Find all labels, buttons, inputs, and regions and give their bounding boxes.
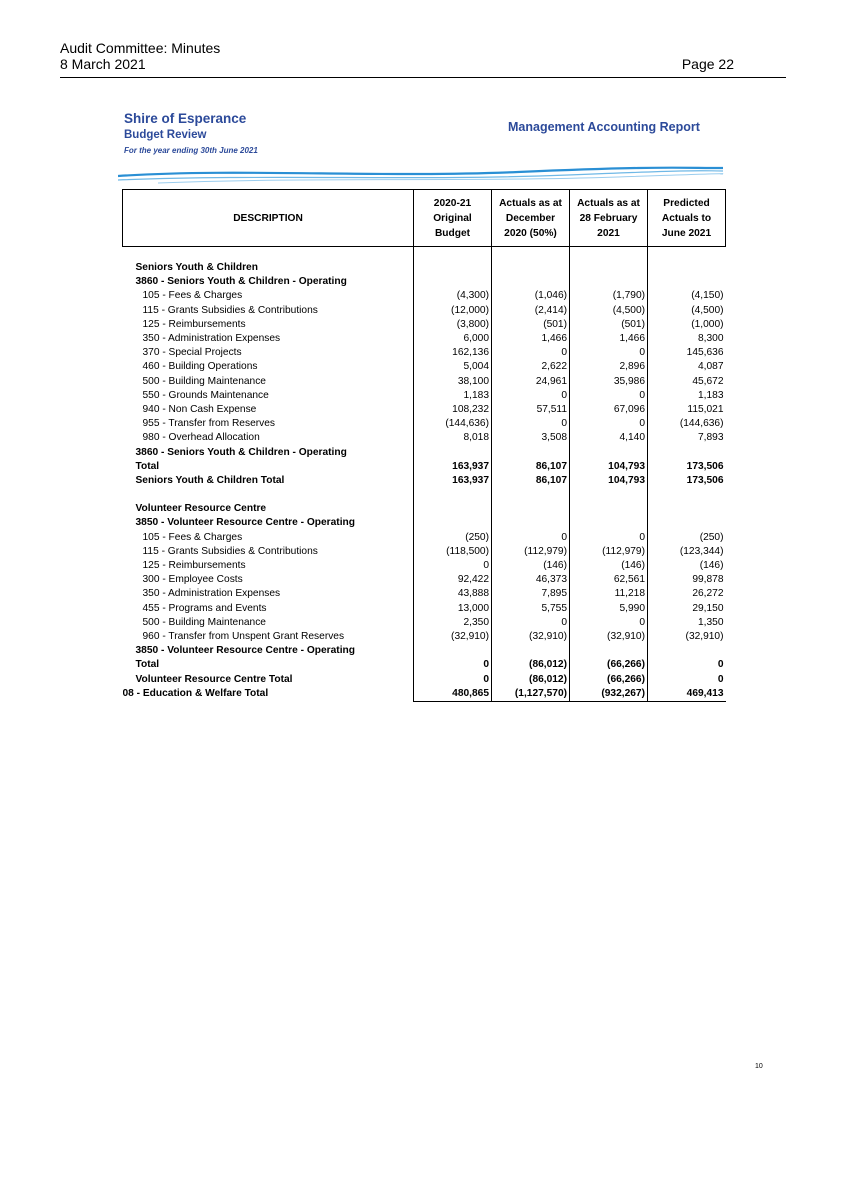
table-cell-value: 0 — [492, 389, 570, 403]
table-header-row — [123, 190, 726, 247]
table-cell-value: 173,506 — [648, 460, 726, 474]
row-label: 3860 - Seniors Youth & Children - Operating — [135, 446, 347, 458]
table-cell-value: 5,755 — [492, 602, 570, 616]
table-cell-value — [570, 261, 648, 275]
table-row — [123, 673, 726, 687]
column-header-predicted-actuals: Predicted Actuals to June 2021 — [648, 190, 726, 247]
table-cell-value: 0 — [492, 346, 570, 360]
table-cell-value: (32,910) — [648, 630, 726, 644]
table-cell-value: 13,000 — [414, 602, 492, 616]
table-cell-value: 62,561 — [570, 573, 648, 587]
table-row — [123, 516, 726, 530]
table-cell-value: 8,300 — [648, 332, 726, 346]
table-cell-value — [492, 502, 570, 516]
table-cell-value — [414, 644, 492, 658]
table-cell-value: (250) — [414, 531, 492, 545]
row-label: 115 - Grants Subsidies & Contributions — [142, 304, 318, 316]
table-cell-value: 145,636 — [648, 346, 726, 360]
table-cell-value: 45,672 — [648, 375, 726, 389]
budget-review-table — [122, 189, 726, 702]
table-cell-value: 0 — [414, 658, 492, 672]
table-cell-value: 108,232 — [414, 403, 492, 417]
table-cell-value: 2,350 — [414, 616, 492, 630]
footer-page-number: 10 — [755, 1063, 763, 1070]
row-label: 980 - Overhead Allocation — [142, 432, 260, 444]
table-cell-value: 0 — [414, 559, 492, 573]
table-cell-value: 2,896 — [570, 360, 648, 374]
table-cell-value: 163,937 — [414, 460, 492, 474]
table-cell-value: 7,893 — [648, 431, 726, 445]
header-wave-decoration — [118, 162, 728, 184]
table-cell-value: (4,500) — [570, 304, 648, 318]
table-cell-value: 57,511 — [492, 403, 570, 417]
table-cell-value: 46,373 — [492, 573, 570, 587]
table-row — [123, 389, 726, 403]
table-cell-value: 0 — [492, 616, 570, 630]
table-row — [123, 687, 726, 702]
table-row — [123, 531, 726, 545]
table-cell-value: (4,500) — [648, 304, 726, 318]
table-cell-value: (250) — [648, 531, 726, 545]
table-cell-value: 3,508 — [492, 431, 570, 445]
table-row — [123, 289, 726, 303]
table-row-subtotal — [123, 658, 726, 672]
table-cell-value — [492, 275, 570, 289]
table-cell-value — [492, 261, 570, 275]
table-cell-value: 104,793 — [570, 460, 648, 474]
table-cell-value: 0 — [414, 673, 492, 687]
table-spacer-row — [123, 488, 726, 502]
table-row — [123, 346, 726, 360]
table-cell-value: 469,413 — [648, 687, 726, 702]
table-row — [123, 304, 726, 318]
table-cell-value: 162,136 — [414, 346, 492, 360]
table-cell-value: 0 — [648, 658, 726, 672]
table-cell-value: 0 — [492, 417, 570, 431]
table-cell-value — [648, 446, 726, 460]
table-cell-value: (932,267) — [570, 687, 648, 702]
row-label: Total — [135, 659, 160, 671]
table-row-subtotal-label — [123, 446, 726, 460]
table-row — [123, 375, 726, 389]
table-cell-value — [414, 261, 492, 275]
row-label: Volunteer Resource Centre — [135, 503, 267, 515]
row-label: 115 - Grants Subsidies & Contributions — [142, 545, 318, 557]
column-header-actuals-february: Actuals as at 28 February 2021 — [570, 190, 648, 247]
table-cell-value: (1,127,570) — [492, 687, 570, 702]
table-cell-value: (32,910) — [414, 630, 492, 644]
row-label: 125 - Reimbursements — [142, 560, 246, 572]
table-cell-value: (66,266) — [570, 658, 648, 672]
table-cell-value — [492, 516, 570, 530]
row-label: 455 - Programs and Events — [142, 602, 267, 614]
table-cell-value: 0 — [570, 346, 648, 360]
row-label: 960 - Transfer from Unspent Grant Reserves — [142, 631, 345, 643]
table-cell-value: (66,266) — [570, 673, 648, 687]
row-label: Seniors Youth & Children — [135, 262, 258, 273]
row-label: 08 - Education & Welfare Total — [122, 688, 269, 700]
row-label: 3850 - Volunteer Resource Centre - Operating — [135, 517, 355, 529]
column-header-original-budget: 2020-21 Original Budget — [414, 190, 492, 247]
table-row — [123, 502, 726, 516]
table-cell-value: (12,000) — [414, 304, 492, 318]
table-cell-value: (2,414) — [492, 304, 570, 318]
table-cell-value: (1,790) — [570, 289, 648, 303]
table-row — [123, 332, 726, 346]
row-label: Seniors Youth & Children Total — [135, 475, 285, 487]
table-cell-value: (146) — [492, 559, 570, 573]
table-cell-value — [570, 275, 648, 289]
table-cell-value: 0 — [570, 616, 648, 630]
table-cell-value: 0 — [648, 673, 726, 687]
table-cell-value: (144,636) — [648, 417, 726, 431]
row-label: 500 - Building Maintenance — [142, 616, 266, 628]
table-cell-value: 99,878 — [648, 573, 726, 587]
table-row — [123, 360, 726, 374]
table-cell-value: 1,466 — [492, 332, 570, 346]
table-row — [123, 431, 726, 445]
table-row — [123, 559, 726, 573]
table-cell-value: (118,500) — [414, 545, 492, 559]
table-cell-value: 86,107 — [492, 474, 570, 488]
table-row — [123, 474, 726, 488]
table-cell-value: 0 — [570, 417, 648, 431]
table-cell-value: (144,636) — [414, 417, 492, 431]
page-label: Page 22 — [681, 56, 734, 72]
table-cell-value: 0 — [570, 389, 648, 403]
table-cell-value: 29,150 — [648, 602, 726, 616]
table-cell-value: 5,004 — [414, 360, 492, 374]
report-period: For the year ending 30th June 2021 — [124, 146, 258, 155]
table-row — [123, 630, 726, 644]
table-cell-value — [570, 644, 648, 658]
report-subtitle: Budget Review — [124, 129, 207, 141]
table-cell-value: 43,888 — [414, 587, 492, 601]
column-header-actuals-december: Actuals as at December 2020 (50%) — [492, 190, 570, 247]
table-cell-value: 7,895 — [492, 587, 570, 601]
table-cell-value: (146) — [570, 559, 648, 573]
row-label: 350 - Administration Expenses — [142, 588, 281, 600]
table-spacer-row — [123, 247, 726, 262]
table-cell-value: (123,344) — [648, 545, 726, 559]
document-title: Audit Committee: Minutes — [60, 40, 221, 56]
table-cell-value — [648, 502, 726, 516]
table-cell-value: 0 — [492, 531, 570, 545]
table-cell-value: 173,506 — [648, 474, 726, 488]
table-cell-value: (32,910) — [492, 630, 570, 644]
table-cell-value — [492, 644, 570, 658]
row-label: 940 - Non Cash Expense — [142, 404, 257, 416]
row-label: 500 - Building Maintenance — [142, 375, 266, 387]
row-label: 300 - Employee Costs — [142, 574, 243, 586]
organisation-name: Shire of Esperance — [124, 111, 247, 126]
table-row-subtotal — [123, 460, 726, 474]
table-cell-value: 8,018 — [414, 431, 492, 445]
row-label: 550 - Grounds Maintenance — [142, 389, 269, 401]
table-cell-value: 104,793 — [570, 474, 648, 488]
row-label: 460 - Building Operations — [142, 361, 258, 373]
table-cell-value: (112,979) — [492, 545, 570, 559]
table-row — [123, 261, 726, 275]
table-cell-value — [492, 446, 570, 460]
table-row — [123, 616, 726, 630]
table-row — [123, 318, 726, 332]
table-cell-value — [648, 644, 726, 658]
table-cell-value — [414, 446, 492, 460]
meeting-date: 8 March 2021 — [60, 56, 146, 72]
table-cell-value — [570, 446, 648, 460]
row-label: Total — [135, 460, 160, 472]
row-label: 955 - Transfer from Reserves — [142, 418, 275, 430]
table-cell-value — [414, 516, 492, 530]
table-cell-value: (501) — [492, 318, 570, 332]
table-cell-value: 26,272 — [648, 587, 726, 601]
row-label: 370 - Special Projects — [142, 347, 242, 359]
table-row — [123, 275, 726, 289]
table-cell-value: (1,046) — [492, 289, 570, 303]
table-cell-value: 115,021 — [648, 403, 726, 417]
table-cell-value: (501) — [570, 318, 648, 332]
table-cell-value: (86,012) — [492, 658, 570, 672]
table-cell-value — [414, 275, 492, 289]
table-cell-value: 24,961 — [492, 375, 570, 389]
table-cell-value: 1,183 — [414, 389, 492, 403]
table-row — [123, 602, 726, 616]
table-cell-value: (32,910) — [570, 630, 648, 644]
table-cell-value — [570, 516, 648, 530]
table-cell-value — [648, 261, 726, 275]
table-cell-value: 2,622 — [492, 360, 570, 374]
column-header-description: DESCRIPTION — [123, 190, 414, 247]
row-label: 3850 - Volunteer Resource Centre - Operating — [135, 645, 355, 657]
table-row — [123, 403, 726, 417]
table-cell-value: 92,422 — [414, 573, 492, 587]
table-cell-value: 38,100 — [414, 375, 492, 389]
table-cell-value: (112,979) — [570, 545, 648, 559]
table-cell-value: 1,183 — [648, 389, 726, 403]
row-label: 105 - Fees & Charges — [142, 290, 243, 302]
table-cell-value: 0 — [570, 531, 648, 545]
page-header — [60, 40, 786, 78]
table-cell-value: 86,107 — [492, 460, 570, 474]
table-row — [123, 417, 726, 431]
table-cell-value: 1,350 — [648, 616, 726, 630]
table-cell-value: 480,865 — [414, 687, 492, 702]
row-label: 3860 - Seniors Youth & Children - Operating — [135, 276, 347, 288]
row-label: 105 - Fees & Charges — [142, 531, 243, 543]
row-label: 125 - Reimbursements — [142, 318, 246, 330]
table-cell-value: 6,000 — [414, 332, 492, 346]
table-cell-value: 35,986 — [570, 375, 648, 389]
table-cell-value: 67,096 — [570, 403, 648, 417]
table-cell-value: (86,012) — [492, 673, 570, 687]
table-row — [123, 587, 726, 601]
table-cell-value: 11,218 — [570, 587, 648, 601]
table-cell-value — [414, 502, 492, 516]
table-cell-value: 163,937 — [414, 474, 492, 488]
table-cell-value: (4,300) — [414, 289, 492, 303]
report-title: Management Accounting Report — [508, 120, 700, 134]
table-cell-value: 4,087 — [648, 360, 726, 374]
table-row-subtotal-label — [123, 644, 726, 658]
table-cell-value: (1,000) — [648, 318, 726, 332]
table-cell-value — [648, 275, 726, 289]
table-cell-value: 1,466 — [570, 332, 648, 346]
table-cell-value: 5,990 — [570, 602, 648, 616]
table-cell-value: (3,800) — [414, 318, 492, 332]
table-cell-value — [570, 502, 648, 516]
row-label: Volunteer Resource Centre Total — [135, 673, 293, 685]
table-cell-value: 4,140 — [570, 431, 648, 445]
table-row — [123, 545, 726, 559]
table-cell-value: (146) — [648, 559, 726, 573]
table-cell-value: (4,150) — [648, 289, 726, 303]
table-cell-value — [648, 516, 726, 530]
table-row — [123, 573, 726, 587]
row-label: 350 - Administration Expenses — [142, 333, 281, 345]
